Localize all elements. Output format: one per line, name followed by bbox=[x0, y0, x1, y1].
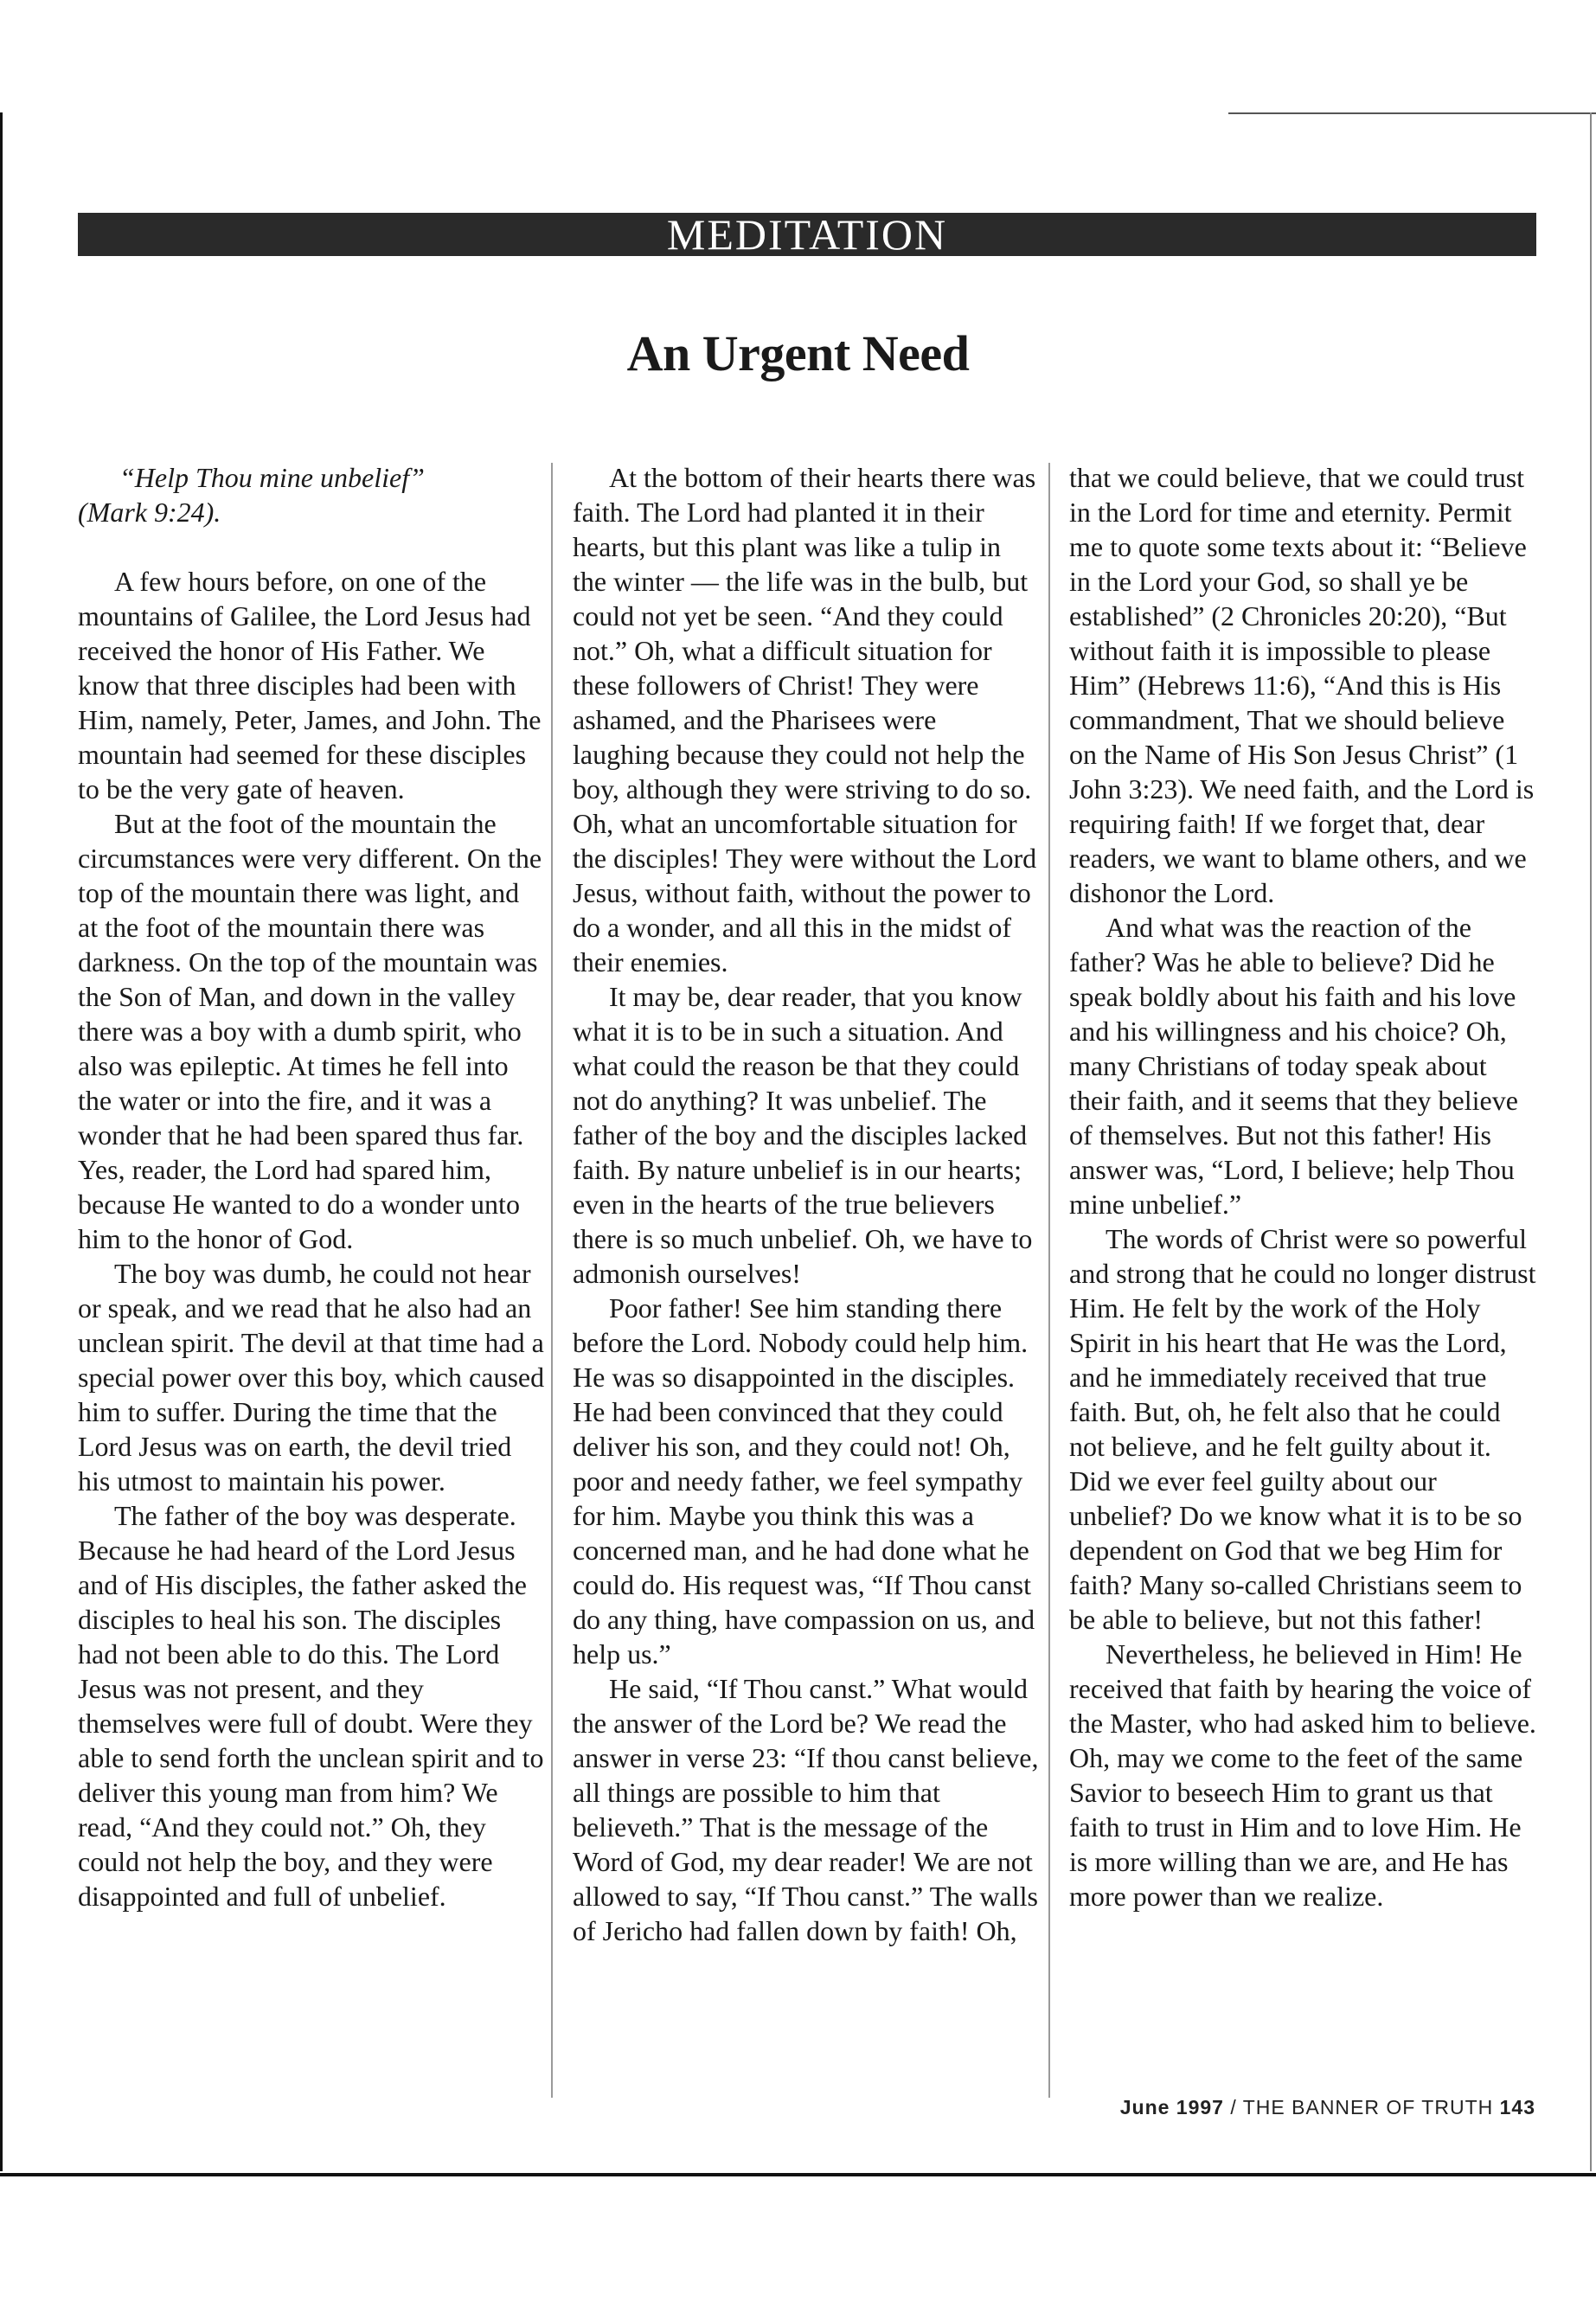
paragraph: The boy was dumb, he could not hear or speak, and we read that he also had an unclean spirit. The devil at that time had a special power over this boy, which caused him to suffer. During the time that the Lord Jesus was on earth, the devil tried his utmost to maintain his power. bbox=[78, 1258, 545, 1497]
scan-mark-top-right bbox=[1228, 112, 1596, 114]
paragraph: And what was the reaction of the father? Was he able to believe? Did he speak boldly about his faith and his love and his willingness and his choice? Oh, many Christians of today speak about their faith, and it seems that they believe of themselves. But not this father! His answer was, “Lord, I believe; help Thou mine unbelief.” bbox=[1069, 912, 1518, 1220]
article-headline: An Urgent Need bbox=[626, 325, 970, 381]
issue-date: June 1997 bbox=[1119, 2096, 1224, 2118]
epigraph-reference: (Mark 9:24). bbox=[78, 497, 221, 528]
paragraph: At the bottom of their hearts there was faith. The Lord had planted it in their hearts, but this plant was like a tulip in the winter — the life was in the bulb, but could not yet be seen. “And they could not.” Oh, what a difficult situation for these followers of Christ! They were ashamed, and the Pharisees were laughing because they could not help the boy, although they were striving to do so. Oh, what an uncomfortable situation for the disciples! They were without the Lord Jesus, without faith, without the power to do a wonder, and all this in the midst of their enemies. bbox=[573, 462, 1037, 977]
paragraph: He said, “If Thou canst.” What would the answer of the Lord be? We read the answer in verse 23: “If thou canst believe, all things are possible to him that believeth.” That is the message of the Word of God, my dear reader! We are not allowed to say, “If Thou canst.” The walls of Jericho had fallen down by faith! Oh, bbox=[573, 1673, 1039, 1946]
paragraph: Poor father! See him standing there before the Lord. Nobody could help him. He was so disappointed in the disciples. He had been convinced that they could deliver his son, and they could not! Oh, poor and needy father, we feel sympathy for him. Maybe you think this was a concerned man, and he had done what he could do. His request was, “If Thou canst do any thing, have compassion on us, and help us.” bbox=[573, 1292, 1035, 1670]
column-divider bbox=[551, 463, 553, 2098]
scan-mark-right bbox=[1590, 112, 1592, 2171]
paragraph: A few hours before, on one of the mountains of Galilee, the Lord Jesus had received the honor of His Father. We know that three disciples had been with Him, namely, Peter, James, and John. The mountain had seemed for these disciples to be the very gate of heaven. bbox=[78, 566, 542, 804]
scan-mark-left bbox=[0, 112, 3, 2171]
publication-name: THE BANNER OF TRUTH bbox=[1242, 2096, 1494, 2118]
column-3 bbox=[1069, 460, 1536, 1913]
column-divider bbox=[1048, 463, 1050, 2098]
section-banner bbox=[78, 210, 1536, 259]
page-bottom-rule bbox=[0, 2173, 1596, 2176]
paragraph: The words of Christ were so powerful and strong that he could no longer distrust Him. He felt by the work of the Holy Spirit in his heart that He was the Lord, and he immediately received that true faith. But, oh, he felt also that he could not believe, and he felt guilty about it. Did we ever feel guilty about our unbelief? Do we know what it is to be so dependent on God that we beg Him for faith? Many so-called Christians seem to be able to believe, but not this father! bbox=[1069, 1223, 1536, 1635]
footer-separator: / bbox=[1230, 2096, 1237, 2118]
page-footer bbox=[1120, 2096, 1535, 2119]
epigraph-quote: “Help Thou mine unbelief” bbox=[119, 462, 425, 493]
section-title: MEDITATION bbox=[666, 210, 948, 259]
paragraph: that we could believe, that we could trust in the Lord for time and eternity. Permit me to quote some texts about it: “Believe in the Lord your God, so shall ye be established” (2 Chronicles 20:20), “But without faith it is impossible to please Him” (Hebrews 11:6), “And this is His commandment, That we should believe on the Name of His Son Jesus Christ” (1 John 3:23). We need faith, and the Lord is requiring faith! If we forget that, dear readers, we want to blame others, and we dishonor the Lord. bbox=[1069, 462, 1535, 908]
column-2 bbox=[573, 460, 1040, 1948]
column-1 bbox=[78, 460, 545, 1913]
paragraph: Nevertheless, he believed in Him! He received that faith by hearing the voice of the Master, who had asked him to believe. Oh, may we come to the feet of the same Savior to beseech Him to grant us that faith to trust in Him and to love Him. He is more willing than we are, and He has more power than we realize. bbox=[1069, 1638, 1536, 1912]
epigraph bbox=[78, 460, 545, 529]
page-number: 143 bbox=[1499, 2096, 1535, 2118]
paragraph: But at the foot of the mountain the circumstances were very different. On the top of the mountain there was light, and at the foot of the mountain there was darkness. On the top of the mountain was the Son of Man, and down in the valley there was a boy with a dumb spirit, who also was epileptic. At times he fell into the water or into the fire, and it was a wonder that he had been spared thus far. Yes, reader, the Lord had spared him, because He wanted to do a wonder unto him to the honor of God. bbox=[78, 808, 542, 1254]
paragraph: The father of the boy was desperate. Because he had heard of the Lord Jesus and of His disciples, the father asked the disciples to heal his son. The disciples had not been able to do this. The Lord Jesus was not present, and they themselves were full of doubt. Were they able to send forth the unclean spirit and to deliver this young man from him? We read, “And they could not.” Oh, they could not help the boy, and they were disappointed and full of unbelief. bbox=[78, 1500, 544, 1912]
paragraph: It may be, dear reader, that you know what it is to be in such a situation. And what could the reason be that they could not do anything? It was unbelief. The father of the boy and the disciples lacked faith. By nature unbelief is in our hearts; even in the hearts of the true believers there is so much unbelief. Oh, we have to admonish ourselves! bbox=[573, 981, 1033, 1289]
